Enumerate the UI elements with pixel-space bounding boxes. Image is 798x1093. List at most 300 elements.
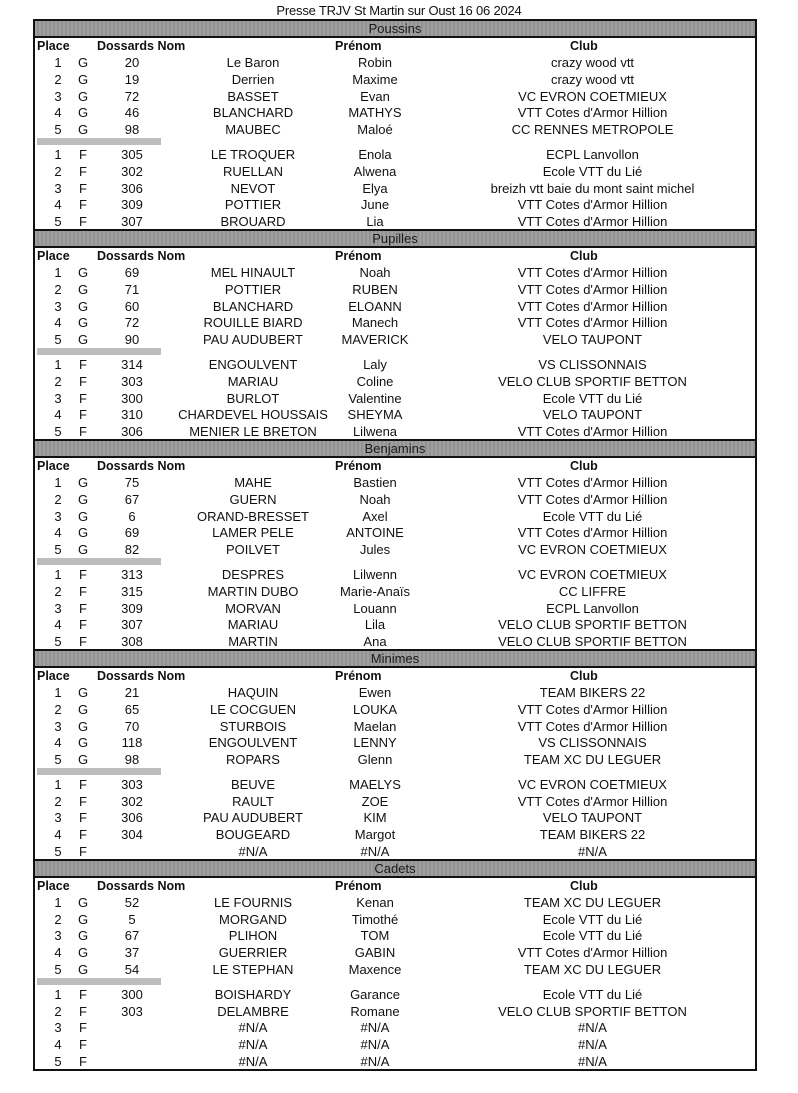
table-row [35, 775, 755, 792]
cell-nom: MARTIN DUBO [207, 583, 299, 599]
cell-club: crazy wood vtt [550, 55, 635, 70]
gender-separator [35, 137, 755, 145]
cell-club: VTT Cotes d'Armor Hillion [517, 214, 668, 230]
cell-club: CC RENNES METROPOLE [511, 122, 674, 138]
cell-place: 3 [54, 298, 62, 314]
cell-nom: MAHE [234, 474, 272, 490]
cell-club: Ecole VTT du Lié [542, 928, 643, 944]
cell-sex: F [79, 390, 87, 406]
cell-prenom: SHEYMA [347, 407, 403, 423]
header-club: Club [570, 39, 598, 53]
category-band: Cadets [35, 859, 755, 878]
cell-nom: HAQUIN [227, 684, 279, 700]
cell-club: VTT Cotes d'Armor Hillion [517, 525, 668, 541]
cell-sex: G [77, 122, 89, 138]
cell-prenom: June [360, 197, 390, 213]
table-row [35, 507, 755, 524]
cell-club: TEAM XC DU LEGUER [523, 752, 662, 768]
table-row [35, 53, 755, 70]
cell-sex: F [79, 163, 87, 179]
cell-place: 2 [54, 491, 62, 507]
cell-place: 5 [54, 424, 62, 440]
table-row [35, 985, 755, 1002]
table-row [35, 700, 755, 717]
cell-bib: 75 [124, 474, 140, 490]
cell-sex: G [77, 894, 89, 910]
cell-club: VC EVRON COETMIEUX [518, 566, 667, 582]
cell-prenom: Maloé [357, 122, 393, 138]
category-section [33, 859, 757, 1071]
header-prenom: Prénom [335, 878, 382, 893]
cell-sex: F [79, 793, 87, 809]
table-row [35, 179, 755, 196]
cell-bib: 82 [124, 542, 140, 558]
cell-club: VTT Cotes d'Armor Hillion [517, 105, 668, 121]
cell-club: Ecole VTT du Lié [542, 390, 643, 406]
cell-club: VELO CLUB SPORTIF BETTON [498, 617, 687, 633]
cell-prenom: ANTOINE [346, 525, 404, 541]
cell-club: VTT Cotes d'Armor Hillion [517, 491, 668, 507]
table-row [35, 565, 755, 582]
header-dossards-nom: Dossards Nom [97, 458, 186, 473]
header-prenom: Prénom [335, 458, 382, 473]
table-row [35, 792, 755, 809]
cell-nom: BEUVE [230, 776, 276, 792]
cell-sex: G [77, 105, 89, 121]
separator-bar [37, 558, 161, 565]
cell-prenom: RUBEN [352, 281, 398, 297]
cell-bib: 302 [121, 163, 143, 179]
cell-nom: STURBOIS [219, 718, 287, 734]
cell-prenom: TOM [360, 928, 390, 944]
cell-club: #N/A [578, 1037, 607, 1053]
cell-club: CC LIFFRE [558, 583, 627, 599]
cell-nom: ENGOULVENT [208, 356, 298, 372]
cell-place: 1 [54, 684, 62, 700]
cell-prenom: #N/A [360, 1020, 390, 1036]
cell-prenom: Marie-Anaïs [339, 583, 411, 599]
table-row [35, 733, 755, 750]
cell-nom: CHARDEVEL HOUSSAIS [178, 407, 328, 423]
cell-sex: G [77, 315, 89, 331]
category-section [33, 19, 757, 229]
cell-nom: ORAND-BRESSET [197, 508, 309, 524]
cell-place: 4 [54, 945, 62, 961]
cell-club: VTT Cotes d'Armor Hillion [517, 197, 668, 213]
cell-sex: F [79, 844, 87, 860]
cell-nom: BLANCHARD [212, 105, 294, 121]
cell-bib: 69 [124, 525, 140, 541]
cell-prenom: #N/A [360, 1054, 390, 1070]
table-row [35, 683, 755, 700]
cell-nom: POTTIER [224, 281, 282, 297]
header-dossards-nom: Dossards Nom [97, 248, 186, 263]
cell-bib: 304 [121, 827, 143, 843]
cell-nom: BLANCHARD [212, 298, 294, 314]
cell-place: 1 [54, 55, 62, 70]
cell-club: VELO TAUPONT [542, 810, 643, 826]
table-row [35, 473, 755, 490]
cell-place: 1 [54, 474, 62, 490]
cell-sex: F [79, 214, 87, 230]
cell-nom: #N/A [238, 1020, 268, 1036]
header-dossards-nom: Dossards Nom [97, 668, 186, 683]
cell-place: 5 [54, 634, 62, 650]
cell-place: 3 [54, 88, 62, 104]
table-row [35, 313, 755, 330]
header-club: Club [570, 878, 598, 893]
cell-bib: 314 [121, 356, 143, 372]
header-dossards-nom: Dossards Nom [97, 39, 186, 53]
cell-bib: 90 [124, 332, 140, 348]
table-row [35, 87, 755, 104]
cell-club: VTT Cotes d'Armor Hillion [517, 701, 668, 717]
cell-nom: DELAMBRE [217, 1003, 289, 1019]
cell-prenom: Enola [358, 146, 392, 162]
cell-nom: LE COCGUEN [210, 701, 296, 717]
header-place: Place [37, 248, 70, 263]
cell-nom: MENIER LE BRETON [189, 424, 317, 440]
cell-prenom: Romane [350, 1003, 400, 1019]
cell-nom: #N/A [238, 1054, 268, 1070]
cell-nom: POILVET [226, 542, 280, 558]
cell-place: 3 [54, 1020, 62, 1036]
cell-club: Ecole VTT du Lié [542, 911, 643, 927]
cell-sex: G [77, 752, 89, 768]
cell-prenom: ELOANN [348, 298, 402, 314]
cell-club: TEAM XC DU LEGUER [523, 894, 662, 910]
cell-prenom: Maxence [348, 962, 402, 978]
cell-bib: 69 [124, 264, 140, 280]
cell-bib: 303 [121, 1003, 143, 1019]
table-row [35, 280, 755, 297]
cell-bib: 71 [124, 281, 140, 297]
cell-prenom: Elya [362, 180, 388, 196]
table-row [35, 717, 755, 734]
table-row [35, 808, 755, 825]
cell-prenom: Timothé [351, 911, 399, 927]
header-place: Place [37, 668, 70, 683]
cell-place: 5 [54, 332, 62, 348]
cell-bib: 67 [124, 491, 140, 507]
cell-prenom: Louann [353, 600, 397, 616]
cell-nom: MAUBEC [225, 122, 281, 138]
cell-nom: RAULT [232, 793, 274, 809]
header-club: Club [570, 458, 598, 473]
cell-prenom: Axel [362, 508, 388, 524]
cell-bib: 70 [124, 718, 140, 734]
cell-place: 2 [54, 1003, 62, 1019]
cell-nom: MORGAND [219, 911, 287, 927]
cell-prenom: Manech [351, 315, 399, 331]
cell-bib: 67 [124, 928, 140, 944]
cell-place: 5 [54, 122, 62, 138]
cell-club: ECPL Lanvollon [546, 600, 639, 616]
cell-sex: F [79, 776, 87, 792]
cell-sex: G [77, 911, 89, 927]
cell-nom: LE FOURNIS [213, 894, 292, 910]
table-row [35, 910, 755, 927]
separator-bar [37, 768, 161, 775]
cell-club: VTT Cotes d'Armor Hillion [517, 424, 668, 440]
cell-prenom: GABIN [354, 945, 396, 961]
cell-bib: 306 [121, 810, 143, 826]
cell-nom: MARTIN [228, 634, 278, 650]
cell-sex: G [77, 491, 89, 507]
cell-club: ECPL Lanvollon [546, 146, 639, 162]
cell-sex: G [77, 508, 89, 524]
cell-club: VTT Cotes d'Armor Hillion [517, 718, 668, 734]
cell-bib: 309 [121, 197, 143, 213]
cell-sex: F [79, 1037, 87, 1053]
cell-prenom: Jules [359, 542, 391, 558]
table-row [35, 103, 755, 120]
cell-nom: Le Baron [226, 55, 280, 70]
cell-nom: MORVAN [225, 600, 281, 616]
cell-sex: F [79, 986, 87, 1002]
document-title: Presse TRJV St Martin sur Oust 16 06 2024 [276, 3, 522, 18]
table-row [35, 1035, 755, 1052]
gender-separator [35, 767, 755, 775]
cell-prenom: Lila [364, 617, 386, 633]
table-row [35, 70, 755, 87]
cell-prenom: Coline [356, 373, 394, 389]
cell-nom: ROUILLE BIARD [203, 315, 303, 331]
cell-prenom: Alwena [353, 163, 397, 179]
cell-sex: G [77, 928, 89, 944]
cell-place: 1 [54, 986, 62, 1002]
cell-prenom: Glenn [357, 752, 393, 768]
cell-club: crazy wood vtt [550, 71, 635, 87]
cell-prenom: Lia [366, 214, 384, 230]
cell-club: TEAM XC DU LEGUER [523, 962, 662, 978]
cell-club: #N/A [578, 844, 607, 860]
cell-place: 3 [54, 390, 62, 406]
table-row [35, 599, 755, 616]
cell-place: 3 [54, 508, 62, 524]
table-row [35, 389, 755, 406]
cell-sex: F [79, 356, 87, 372]
cell-place: 4 [54, 105, 62, 121]
cell-place: 3 [54, 180, 62, 196]
results-table [33, 19, 757, 1071]
cell-place: 4 [54, 735, 62, 751]
cell-nom: MEL HINAULT [210, 264, 296, 280]
cell-bib: 313 [121, 566, 143, 582]
cell-bib: 305 [121, 146, 143, 162]
header-prenom: Prénom [335, 248, 382, 263]
cell-nom: LE STEPHAN [212, 962, 294, 978]
table-row [35, 926, 755, 943]
table-row [35, 330, 755, 347]
cell-prenom: Ana [363, 634, 387, 650]
header-place: Place [37, 39, 70, 53]
cell-club: VTT Cotes d'Armor Hillion [517, 945, 668, 961]
cell-prenom: Maxime [352, 71, 398, 87]
cell-club: Ecole VTT du Lié [542, 163, 643, 179]
cell-place: 1 [54, 566, 62, 582]
cell-bib: 5 [128, 911, 136, 927]
cell-club: VC EVRON COETMIEUX [518, 88, 667, 104]
cell-club: VELO TAUPONT [542, 332, 643, 348]
cell-nom: BOISHARDY [214, 986, 292, 1002]
cell-sex: G [77, 474, 89, 490]
cell-bib: 72 [124, 88, 140, 104]
cell-club: VTT Cotes d'Armor Hillion [517, 315, 668, 331]
cell-prenom: Lilwenn [352, 566, 398, 582]
category-band: Benjamins [35, 439, 755, 458]
category-band: Pupilles [35, 229, 755, 248]
table-row [35, 162, 755, 179]
cell-nom: #N/A [238, 844, 268, 860]
table-row [35, 893, 755, 910]
cell-sex: F [79, 197, 87, 213]
cell-club: VELO TAUPONT [542, 407, 643, 423]
cell-nom: MARIAU [227, 373, 279, 389]
cell-prenom: Noah [359, 491, 391, 507]
cell-sex: G [77, 962, 89, 978]
category-section [33, 649, 757, 859]
cell-bib: 306 [121, 180, 143, 196]
cell-prenom: Valentine [348, 390, 402, 406]
cell-bib: 72 [124, 315, 140, 331]
cell-sex: F [79, 810, 87, 826]
cell-sex: F [79, 827, 87, 843]
cell-bib: 6 [128, 508, 136, 524]
cell-prenom: ZOE [361, 793, 389, 809]
cell-club: VTT Cotes d'Armor Hillion [517, 474, 668, 490]
cell-sex: F [79, 617, 87, 633]
separator-bar [37, 978, 161, 985]
cell-place: 4 [54, 525, 62, 541]
cell-place: 2 [54, 701, 62, 717]
separator-bar [37, 138, 161, 145]
cell-nom: MARIAU [227, 617, 279, 633]
table-row [35, 1052, 755, 1069]
cell-bib: 306 [121, 424, 143, 440]
cell-sex: F [79, 373, 87, 389]
cell-club: VS CLISSONNAIS [538, 735, 647, 751]
cell-nom: RUELLAN [223, 163, 283, 179]
column-header-row [35, 878, 755, 893]
cell-bib: 300 [121, 986, 143, 1002]
cell-sex: F [79, 1020, 87, 1036]
cell-bib: 310 [121, 407, 143, 423]
cell-sex: G [77, 542, 89, 558]
cell-prenom: KIM [363, 810, 387, 826]
cell-prenom: MAVERICK [341, 332, 409, 348]
cell-nom: ENGOULVENT [208, 735, 298, 751]
cell-club: VELO CLUB SPORTIF BETTON [498, 634, 687, 650]
cell-club: TEAM BIKERS 22 [539, 827, 646, 843]
cell-sex: F [79, 1003, 87, 1019]
table-row [35, 212, 755, 229]
cell-bib: 54 [124, 962, 140, 978]
cell-prenom: Maelan [353, 718, 397, 734]
cell-place: 3 [54, 718, 62, 734]
cell-prenom: MAELYS [349, 776, 401, 792]
table-row [35, 523, 755, 540]
column-header-row [35, 248, 755, 263]
cell-bib: 118 [121, 735, 143, 751]
cell-place: 4 [54, 197, 62, 213]
cell-sex: F [79, 1054, 87, 1070]
cell-nom: NEVOT [230, 180, 276, 196]
header-prenom: Prénom [335, 668, 382, 683]
cell-place: 5 [54, 542, 62, 558]
cell-sex: G [77, 264, 89, 280]
cell-bib: 307 [121, 617, 143, 633]
gender-separator [35, 347, 755, 355]
cell-place: 2 [54, 281, 62, 297]
cell-place: 5 [54, 752, 62, 768]
cell-sex: G [77, 684, 89, 700]
cell-sex: F [79, 407, 87, 423]
cell-bib: 98 [124, 122, 140, 138]
table-row [35, 540, 755, 557]
cell-bib: 303 [121, 776, 143, 792]
cell-sex: G [77, 701, 89, 717]
table-row [35, 263, 755, 280]
cell-club: breizh vtt baie du mont saint michel [490, 180, 695, 196]
cell-club: VTT Cotes d'Armor Hillion [517, 281, 668, 297]
cell-club: VC EVRON COETMIEUX [518, 542, 667, 558]
cell-prenom: #N/A [360, 844, 390, 860]
table-row [35, 1018, 755, 1035]
cell-bib: 60 [124, 298, 140, 314]
cell-prenom: Ewen [358, 684, 392, 700]
cell-club: Ecole VTT du Lié [542, 508, 643, 524]
cell-club: VELO CLUB SPORTIF BETTON [498, 373, 687, 389]
separator-bar [37, 348, 161, 355]
cell-sex: G [77, 298, 89, 314]
cell-sex: G [77, 55, 89, 70]
table-row [35, 355, 755, 372]
cell-bib: 19 [124, 71, 140, 87]
header-dossards-nom: Dossards Nom [97, 878, 186, 893]
cell-prenom: Garance [350, 986, 400, 1002]
cell-sex: G [77, 332, 89, 348]
cell-place: 5 [54, 844, 62, 860]
cell-sex: F [79, 583, 87, 599]
cell-place: 2 [54, 71, 62, 87]
cell-bib: 37 [124, 945, 140, 961]
table-row [35, 632, 755, 649]
header-club: Club [570, 248, 598, 263]
cell-sex: G [77, 945, 89, 961]
cell-nom: BASSET [227, 88, 279, 104]
cell-sex: G [77, 71, 89, 87]
cell-bib: 308 [121, 634, 143, 650]
cell-place: 1 [54, 264, 62, 280]
cell-prenom: #N/A [360, 1037, 390, 1053]
cell-sex: G [77, 88, 89, 104]
table-row [35, 297, 755, 314]
cell-nom: Derrien [231, 71, 275, 87]
cell-nom: POTTIER [224, 197, 282, 213]
cell-nom: LAMER PELE [212, 525, 294, 541]
cell-sex: F [79, 180, 87, 196]
cell-sex: G [77, 735, 89, 751]
cell-prenom: LOUKA [352, 701, 398, 717]
cell-prenom: Bastien [353, 474, 397, 490]
cell-bib: 315 [121, 583, 143, 599]
cell-nom: GUERN [229, 491, 277, 507]
cell-place: 3 [54, 928, 62, 944]
cell-place: 4 [54, 827, 62, 843]
cell-prenom: Evan [360, 88, 390, 104]
table-row [35, 120, 755, 137]
